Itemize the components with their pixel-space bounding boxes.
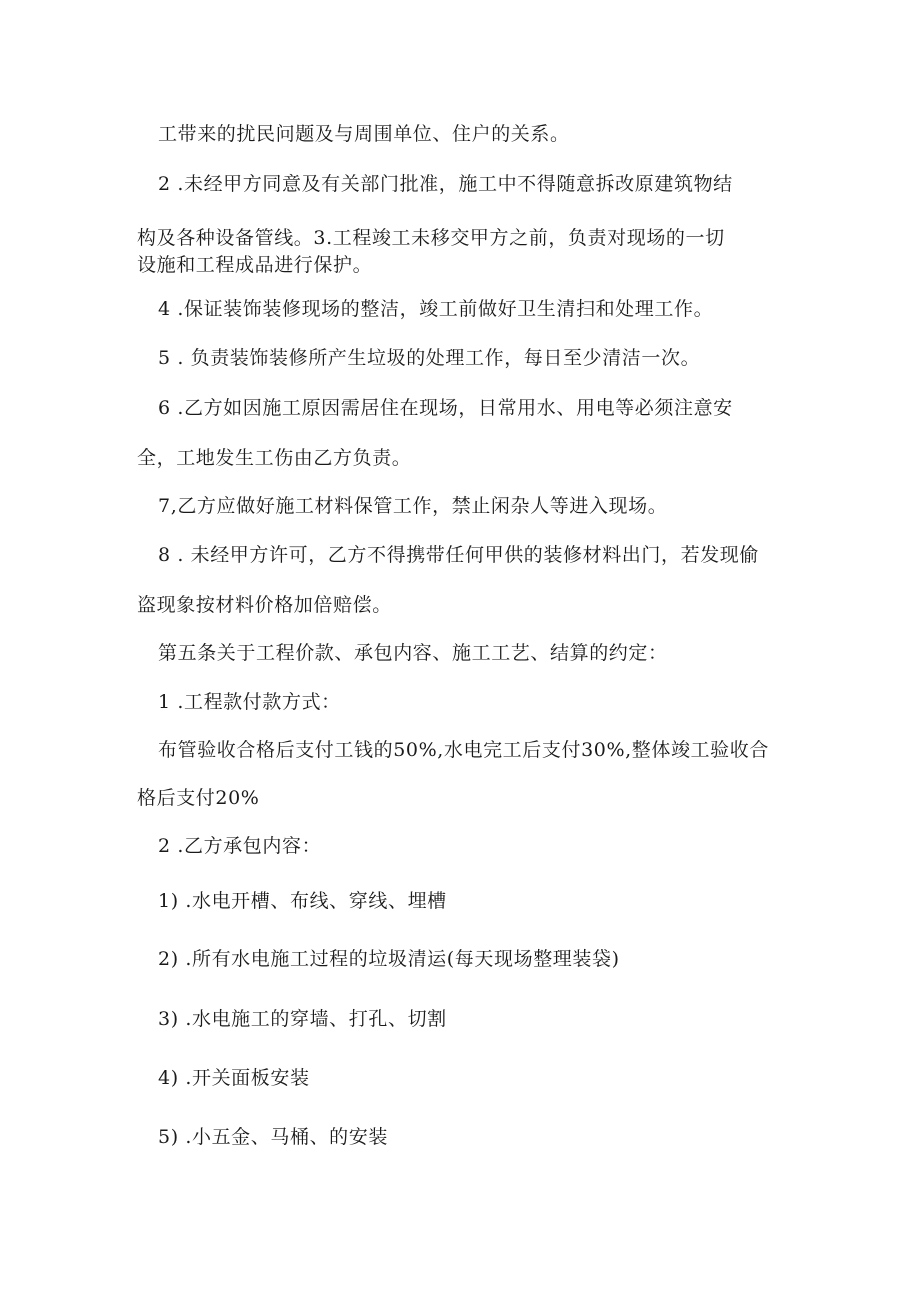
paragraph-line: 2 .乙方承包内容： <box>158 835 322 857</box>
list-item: 5) .小五金、马桶、的安装 <box>158 1126 388 1148</box>
paragraph-line: 4 .保证装饰装修现场的整洁，竣工前做好卫生清扫和处理工作。 <box>158 298 714 320</box>
paragraph-line: 布管验收合格后支付工钱的50%,水电完工后支付30%,整体竣工验收合 <box>158 739 769 761</box>
paragraph-line: 盗现象按材料价格加倍赔偿。 <box>137 594 392 616</box>
list-item: 3) .水电施工的穿墙、打孔、切割 <box>158 1008 447 1030</box>
paragraph-line: 工带来的扰民问题及与周围单位、住户的关系。 <box>158 123 570 145</box>
paragraph-line: 5 . 负责装饰装修所产生垃圾的处理工作，每日至少清洁一次。 <box>158 347 701 369</box>
paragraph-line: 设施和工程成品进行保护。 <box>137 254 373 276</box>
list-item: 4) .开关面板安装 <box>158 1067 310 1089</box>
list-item: 2) .所有水电施工过程的垃圾清运(每天现场整理装袋) <box>158 948 620 970</box>
paragraph-line: 构及各种设备管线。3.工程竣工未移交甲方之前，负责对现场的一切 <box>137 227 725 249</box>
paragraph-line: 格后支付20% <box>137 787 260 809</box>
list-item: 1) .水电开槽、布线、穿线、埋槽 <box>158 890 447 912</box>
paragraph-line: 8 . 未经甲方许可，乙方不得携带任何甲供的装修材料出门，若发现偷 <box>158 544 760 566</box>
paragraph-line: 7,乙方应做好施工材料保管工作，禁止闲杂人等进入现场。 <box>158 495 668 517</box>
paragraph-line: 6 .乙方如因施工原因需居住在现场，日常用水、用电等必须注意安 <box>158 397 733 419</box>
paragraph-line: 全，工地发生工伤由乙方负责。 <box>137 447 412 469</box>
section-heading: 第五条关于工程价款、承包内容、施工工艺、结算的约定： <box>158 642 668 664</box>
paragraph-line: 2 .未经甲方同意及有关部门批准，施工中不得随意拆改原建筑物结 <box>158 173 733 195</box>
paragraph-line: 1 .工程款付款方式： <box>158 691 341 713</box>
